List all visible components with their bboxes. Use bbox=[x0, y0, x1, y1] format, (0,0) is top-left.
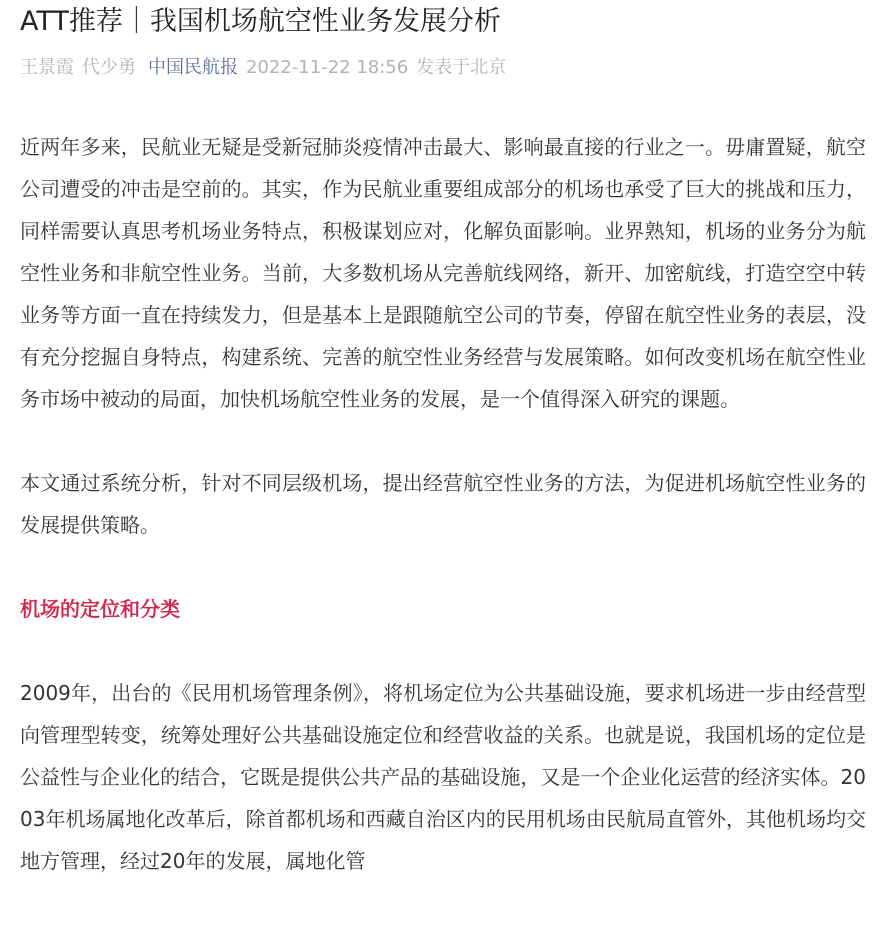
paragraph: 2009年，出台的《民用机场管理条例》，将机场定位为公共基础设施，要求机场进一步由经营型向管理型转变，统筹处理好公共基础设施定位和经营收益的关系。也就是说，我国机场的定位是公益性与企业化的结合，它既是提供公共产品的基础设施，又是一个企业化运营的经济实体。2003年机场属地化改革后，除首都机场和西藏自治区内的民用机场由民航局直管外，其他机场均交地方管理，经过20年的发展，属地化管 bbox=[20, 681, 866, 873]
account-name-link[interactable]: 中国民航报 bbox=[148, 57, 238, 78]
paragraph: 近两年多来，民航业无疑是受新冠肺炎疫情冲击最大、影响最直接的行业之一。毋庸置疑，航空公司遭受的冲击是空前的。其实，作为民航业重要组成部分的机场也承受了巨大的挑战和压力，同样需要认真思考机场业务特点，积极谋划应对，化解负面影响。业界熟知，机场的业务分为航空性业务和非航空性业务。当前，大多数机场从完善航线网络，新开、加密航线，打造空空中转业务等方面一直在持续发力，但是基本上是跟随航空公司的节奏，停留在航空性业务的表层，没有充分挖掘自身特点，构建系统、完善的航空性业务经营与发展策略。如何改变机场在航空性业务市场中被动的局面，加快机场航空性业务的发展，是一个值得深入研究的课题。 bbox=[20, 135, 866, 411]
author-name: 王景霞 bbox=[20, 57, 74, 78]
publish-datetime: 2022-11-22 18:56 bbox=[246, 57, 409, 78]
paragraph: 本文通过系统分析，针对不同层级机场，提出经营航空性业务的方法，为促进机场航空性业务的发展提供策略。 bbox=[20, 471, 866, 537]
article-meta bbox=[20, 52, 866, 84]
article-content bbox=[20, 126, 866, 882]
section-heading: 机场的定位和分类 bbox=[20, 597, 180, 621]
article-title: ATT推荐｜我国机场航空性业务发展分析 bbox=[20, 6, 501, 37]
article-container bbox=[20, 0, 866, 924]
publish-location: 发表于北京 bbox=[416, 57, 507, 78]
author-name: 代少勇 bbox=[82, 57, 136, 78]
